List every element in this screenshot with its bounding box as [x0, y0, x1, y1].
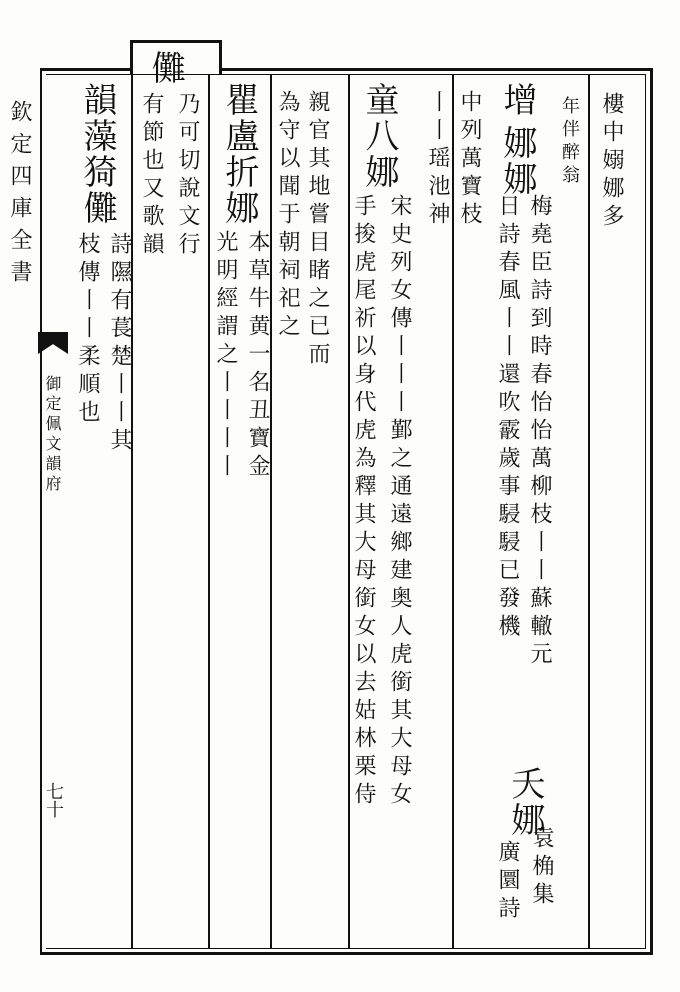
text-column: 宋史列女傳丨丨丨鄞之通遠鄉建奥人虎銜其大母女 — [387, 194, 412, 810]
text-column: 有節也又歌韻 — [139, 92, 164, 260]
column-divider — [208, 74, 210, 948]
text-column: 乃可切說文行 — [175, 92, 200, 260]
column-divider — [588, 74, 590, 948]
headword: 韻藻猗儺 — [77, 82, 117, 226]
text-column: 親官其地嘗目睹之已而 — [305, 90, 330, 370]
headword: 娜娜 — [497, 125, 537, 197]
text-column: 枝傳丨丨柔順也 — [75, 232, 100, 428]
column-divider — [348, 74, 350, 948]
text-column: 梅堯臣詩到時春怡怡萬柳枝丨丨蘇轍元 — [527, 194, 552, 670]
page-frame-inner — [43, 74, 646, 949]
headword: 童八娜 — [359, 82, 399, 190]
text-column: 詩隰有萇楚丨丨其 — [107, 232, 132, 456]
text-column: 袁桷集 — [529, 826, 554, 910]
text-column: 為守以聞于朝祠祀之 — [275, 90, 300, 342]
column-divider — [131, 74, 133, 948]
text-column: 丨丨瑶池神 — [425, 90, 450, 230]
headword: 夭娜 — [505, 766, 545, 838]
text-column: 廣圜詩 — [495, 840, 520, 924]
text-column: 手捘虎尾祈以身代虎為釋其大母銜女以去姑林栗侍 — [351, 194, 376, 810]
headword: 瞿盧折娜 — [219, 82, 259, 226]
column-divider — [270, 74, 272, 948]
headword: 增 — [497, 82, 537, 118]
text-column: 光明經謂之丨丨丨丨 — [213, 230, 238, 482]
text-column: 本草牛黄一名丑寶金 — [245, 230, 270, 482]
page-number: 七十 — [43, 782, 64, 818]
rhyme-heading: 儺 — [145, 50, 185, 86]
column-divider — [452, 74, 454, 948]
text-column: 樓中嫋娜多 — [599, 92, 624, 232]
book-title: 欽定四庫全書 — [7, 100, 32, 292]
section-title: 御定佩文韻府 — [43, 375, 62, 495]
text-column: 中列萬寶枝 — [457, 90, 482, 230]
text-column: 年伴醉翁 — [559, 96, 580, 188]
text-column: 日詩春風丨丨還吹霰歲事駸駸已發機 — [495, 194, 520, 642]
